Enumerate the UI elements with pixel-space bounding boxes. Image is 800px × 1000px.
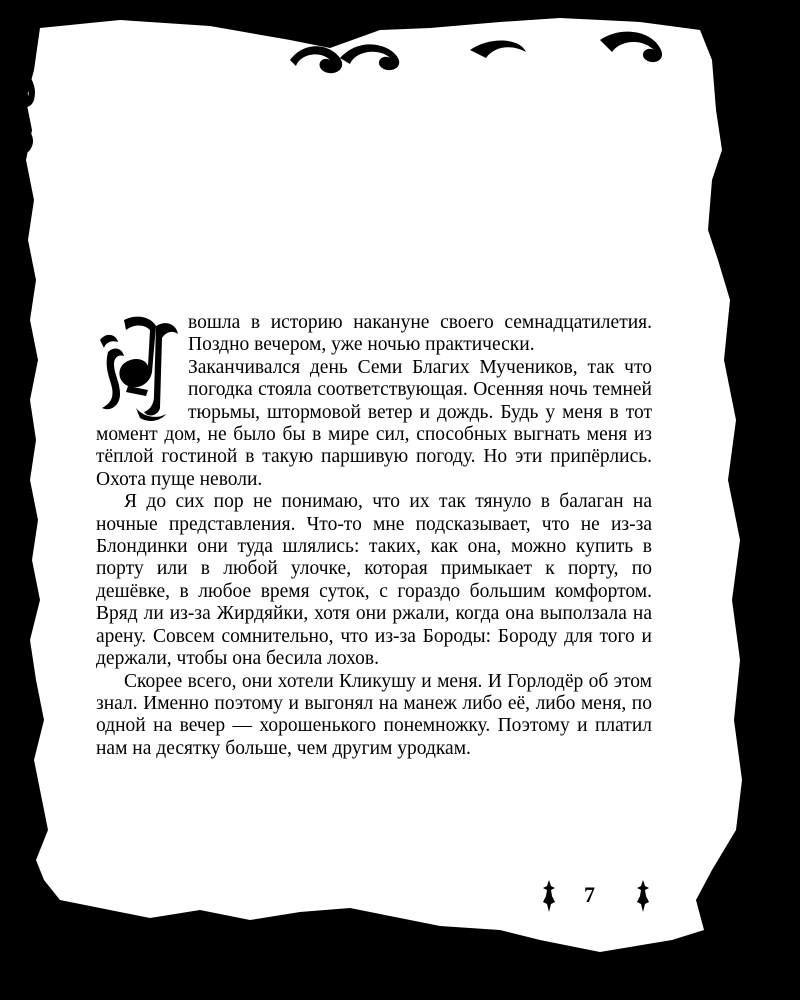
- paragraph: Я до сих пор не понимаю, что их так тянуло в балаган на ночные представления. Что-то мне подсказывает, что не из-за Блондинки они туда шлялись: таких, как она, можно купить в порту или в любой улочке, которая примыкает к порту, по дешёвке, в любое время суток, с гораздо большим комфортом. Вряд ли из-за Жирдяйки, хотя они ржали, когда она выползала на арену. Совсем сомнительно, что из-за Бороды: Бороду для того и держали, чтобы она бесила лохов.: [96, 491, 652, 670]
- dropcap-ornament: [96, 312, 182, 422]
- dropcap: [96, 312, 182, 422]
- fleuron-icon: [542, 880, 556, 912]
- paragraph: Заканчивался день Семи Благих Мучеников, так что погодка стояла соответствующая. Осенняя ночь темней тюрьмы, штормовой ветер и дождь. Будь у меня в тот момент дом, не было бы в мире сил, способных выгнать меня из тёплой гостиной в такую паршивую погоду. Но эти припёрлись. Охота пуще неволи.: [96, 356, 652, 490]
- svg-text:Я: Я: [96, 312, 97, 313]
- paragraph: вошла в историю накануне своего семнадцатилетия. Поздно вечером, уже ночью практически.: [188, 312, 652, 356]
- body-text: [96, 312, 652, 760]
- fleuron-icon: [636, 880, 650, 912]
- paragraph: Скорее всего, они хотели Кликушу и меня. И Горлодёр об этом знал. Именно поэтому и выгонял на манеж либо её, либо меня, по одной на вечер — хорошенького понемножку. Поэтому и платил нам на десятку больше, чем другим уродкам.: [96, 670, 652, 759]
- page-number: 7: [584, 882, 595, 907]
